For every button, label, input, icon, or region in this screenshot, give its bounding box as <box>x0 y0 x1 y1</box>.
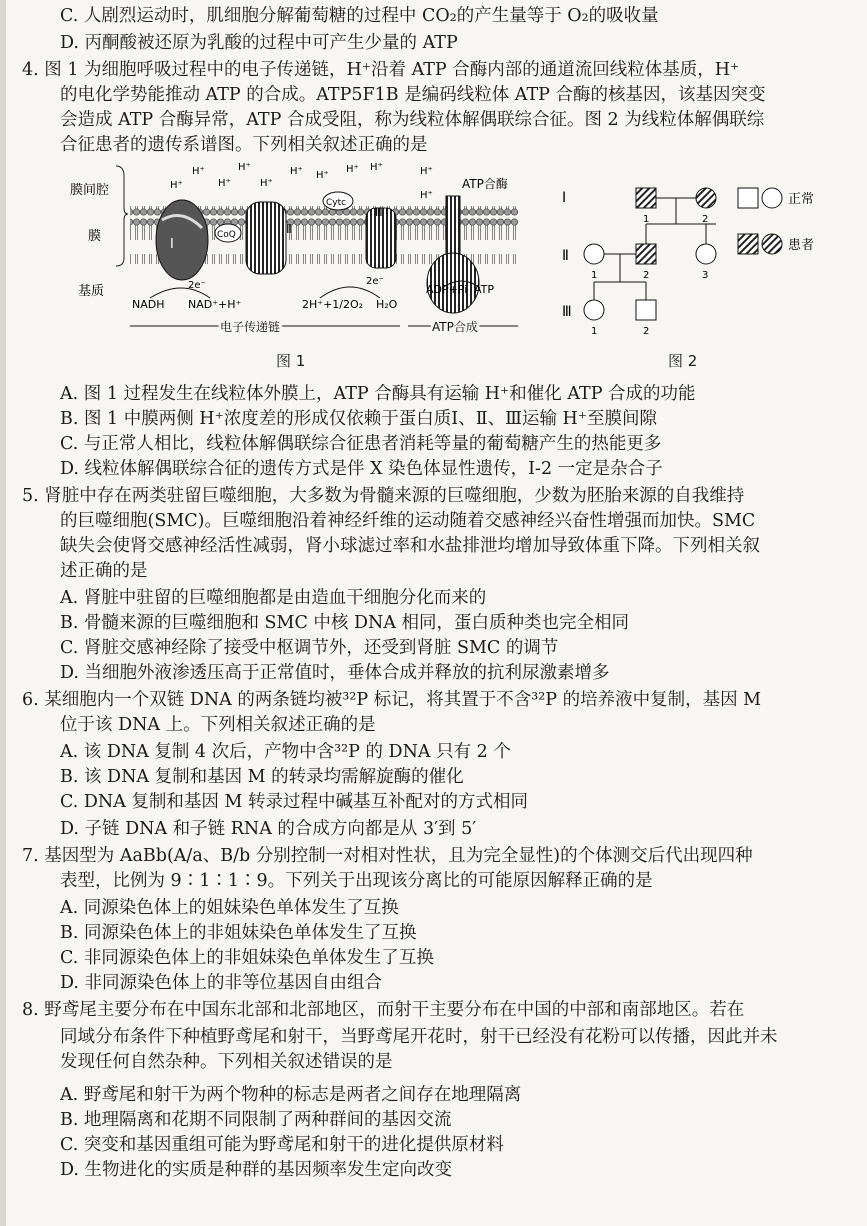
q6-option-b: B. 该 DNA 复制和基因 M 的转录均需解旋酶的催化 <box>60 767 464 787</box>
fig1-atp-synthase-label: ATP合酶 <box>462 177 508 191</box>
fig2-ii2-number: 2 <box>643 270 650 281</box>
fig1-label-intermembrane: 膜间腔 <box>70 183 110 198</box>
fig2-legend-normal-male <box>738 188 758 208</box>
q5-stem-line-1: 5. 肾脏中存在两类驻留巨噬细胞，大多数为骨髓来源的巨噬细胞，少数为胚胎来源的自我维持 <box>22 486 745 506</box>
fig1-h-plus: H⁺ <box>238 162 251 173</box>
fig1-chain-label: 电子传递链 <box>220 320 281 334</box>
q7-stem-line-2: 表型，比例为 9∶1∶1∶9。下列关于出现该分离比的可能原因解释正确的是 <box>60 871 653 891</box>
fig1-complex-1 <box>156 200 208 280</box>
fig1-water-reaction: 2H⁺+1/2O₂ <box>302 298 364 311</box>
q8-option-a: A. 野鸢尾和射干为两个物种的标志是两者之间存在地理隔离 <box>60 1085 522 1105</box>
fig1-atp: ATP <box>474 283 495 296</box>
fig2-legend-normal: 正常 <box>788 192 815 207</box>
fig2-legend-patient: 患者 <box>788 238 815 253</box>
q5-stem-line-4: 述正确的是 <box>60 561 148 581</box>
q8-option-c: C. 突变和基因重组可能为野鸢尾和射干的进化提供原材料 <box>60 1135 504 1155</box>
q3-option-c: C. 人剧烈运动时，肌细胞分解葡萄糖的过程中 CO₂的产生量等于 O₂的吸收量 <box>60 6 659 26</box>
fig1-electron-transport-chain <box>70 158 850 373</box>
q4-option-c: C. 与正常人相比，线粒体解偶联综合征患者消耗等量的葡萄糖产生的热能更多 <box>60 434 662 454</box>
q7-option-d: D. 非同源染色体上的非等位基因自由组合 <box>60 973 383 993</box>
q5-stem-line-3: 缺失会使肾交感神经活性减弱，肾小球滤过率和水盐排泄均增加导致体重下降。下列相关叙 <box>60 536 760 556</box>
fig2-ii1-number: 1 <box>591 270 598 281</box>
fig2-i1-number: 1 <box>643 214 650 225</box>
q5-option-b: B. 骨髓来源的巨噬细胞和 SMC 中核 DNA 相同，蛋白质种类也完全相同 <box>60 613 630 633</box>
fig1-brace <box>116 166 128 266</box>
fig1-water: H₂O <box>376 298 398 311</box>
fig2-i2-affected-female <box>696 188 716 208</box>
fig2-gen-2: Ⅱ <box>562 248 569 264</box>
q6-option-a: A. 该 DNA 复制 4 次后，产物中含³²P 的 DNA 只有 2 个 <box>60 742 511 762</box>
fig1-coq-label: CoQ <box>217 230 236 240</box>
q4-figures <box>70 158 850 373</box>
q8-option-b: B. 地理隔离和花期不同限制了两种群间的基因交流 <box>60 1110 452 1130</box>
q7-option-c: C. 非同源染色体上的非姐妹染色单体发生了互换 <box>60 948 434 968</box>
fig1-electron-2: 2e⁻ <box>366 276 384 287</box>
q7-option-a: A. 同源染色体上的姐妹染色单体发生了互换 <box>60 898 399 918</box>
fig1-label-membrane: 膜 <box>88 229 102 244</box>
fig1-complex-1-label: Ⅰ <box>170 237 174 252</box>
fig1-complex-2 <box>246 202 286 274</box>
fig1-nad: NAD⁺+H⁺ <box>188 298 242 311</box>
fig1-h-plus: H⁺ <box>170 180 183 191</box>
fig1-h-plus: H⁺ <box>420 190 433 201</box>
fig2-i2-number: 2 <box>702 214 709 225</box>
fig1-h-plus: H⁺ <box>316 170 329 181</box>
q5-option-a: A. 肾脏中驻留的巨噬细胞都是由造血干细胞分化而来的 <box>60 588 487 608</box>
q4-option-a: A. 图 1 过程发生在线粒体外膜上，ATP 合酶具有运输 H⁺和催化 ATP 合成的功能 <box>60 384 696 404</box>
q6-option-c: C. DNA 复制和基因 M 转录过程中碱基互补配对的方式相同 <box>60 792 528 812</box>
q6-stem-line-2: 位于该 DNA 上。下列相关叙述正确的是 <box>60 715 376 735</box>
fig1-h-plus: H⁺ <box>370 162 383 173</box>
fig1-h-plus: H⁺ <box>192 166 205 177</box>
fig2-iii1-number: 1 <box>591 326 598 337</box>
q5-option-c: C. 肾脏交感神经除了接受中枢调节外，还受到肾脏 SMC 的调节 <box>60 638 559 658</box>
fig2-legend-normal-female <box>762 188 782 208</box>
fig2-ii2-affected-male <box>636 244 656 264</box>
fig1-adp: ADP+Pi <box>426 283 468 296</box>
fig1-synth-label: ATP合成 <box>432 320 478 334</box>
q5-option-d: D. 当细胞外液渗透压高于正常值时，垂体合成并释放的抗利尿激素增多 <box>60 663 610 683</box>
fig2-caption: 图 2 <box>668 352 698 370</box>
fig2-gen-1: Ⅰ <box>562 190 567 206</box>
q4-option-b: B. 图 1 中膜两侧 H⁺浓度差的形成仅依赖于蛋白质Ⅰ、Ⅱ、Ⅲ运输 H⁺至膜间隙 <box>60 409 658 429</box>
page-left-edge <box>0 0 6 1226</box>
fig1-h-plus: H⁺ <box>420 166 433 177</box>
q4-option-d: D. 线粒体解偶联综合征的遗传方式是伴 X 染色体显性遗传，Ⅰ-2 一定是杂合子 <box>60 459 663 479</box>
fig1-water-arrow <box>320 287 380 298</box>
fig2-ii1-normal-female <box>584 244 604 264</box>
q8-stem-line-3: 发现任何自然杂种。下列相关叙述错误的是 <box>60 1052 393 1072</box>
q8-stem-line-1: 8. 野鸢尾主要分布在中国东北部和北部地区，而射干主要分布在中国的中部和南部地区。若在 <box>22 1000 745 1020</box>
q8-stem-line-2: 同域分布条件下种植野鸢尾和射干，当野鸢尾开花时，射干已经没有花粉可以传播，因此并未 <box>60 1027 778 1047</box>
fig2-ii3-normal-female <box>696 244 716 264</box>
fig1-h-plus: H⁺ <box>346 164 359 175</box>
fig2-legend-affected-male <box>738 234 758 254</box>
fig2-legend-affected-female <box>762 234 782 254</box>
fig1-complex-3-label: Ⅲ <box>375 206 383 219</box>
fig1-h-plus: H⁺ <box>218 178 231 189</box>
fig2-ii3-number: 3 <box>702 270 709 281</box>
q4-stem-line-1: 4. 图 1 为细胞呼吸过程中的电子传递链，H⁺沿着 ATP 合酶内部的通道流回线粒体基质，H⁺ <box>22 60 740 80</box>
q8-option-d: D. 生物进化的实质是种群的基因频率发生定向改变 <box>60 1160 453 1180</box>
fig2-pedigree <box>562 188 814 337</box>
fig1-nadh: NADH <box>132 298 165 311</box>
q7-option-b: B. 同源染色体上的非姐妹染色单体发生了互换 <box>60 923 417 943</box>
q3-option-d: D. 丙酮酸被还原为乳酸的过程中可产生少量的 ATP <box>60 33 458 53</box>
q6-option-d: D. 子链 DNA 和子链 RNA 的合成方向都是从 3′到 5′ <box>60 819 477 839</box>
q4-stem-line-3: 会造成 ATP 合酶异常，ATP 合成受阻，称为线粒体解偶联综合征。图 2 为线粒体解偶联综 <box>60 110 765 130</box>
q4-stem-line-2: 的电化学势能推动 ATP 的合成。ATP5F1B 是编码线粒体 ATP 合酶的核基因，该基因突变 <box>60 85 766 105</box>
fig1-label-matrix: 基质 <box>78 284 105 299</box>
q7-stem-line-1: 7. 基因型为 AaBb(A/a、B/b 分别控制一对相对性状，且为完全显性)的个体测交后代出现四种 <box>22 846 753 866</box>
fig1-electron-1: 2e⁻ <box>188 280 206 291</box>
fig2-iii2-normal-male <box>636 300 656 320</box>
fig2-iii1-normal-female <box>584 300 604 320</box>
q6-stem-line-1: 6. 某细胞内一个双链 DNA 的两条链均被³²P 标记，将其置于不含³²P 的培养液中复制，基因 M <box>22 690 762 710</box>
fig1-complex-2-label: Ⅱ <box>286 222 292 236</box>
fig2-gen-3: Ⅲ <box>562 304 572 320</box>
fig2-i1-affected-male <box>636 188 656 208</box>
q4-stem-line-4: 合征患者的遗传系谱图。下列相关叙述正确的是 <box>60 135 428 155</box>
q5-stem-line-2: 的巨噬细胞(SMC)。巨噬细胞沿着神经纤维的运动随着交感神经兴奋性增强而加快。SMC <box>60 511 756 531</box>
fig1-h-plus: H⁺ <box>260 178 273 189</box>
fig1-caption: 图 1 <box>276 352 306 370</box>
fig1-cytc-label: Cytc <box>326 198 347 208</box>
fig1-h-plus: H⁺ <box>290 166 303 177</box>
fig2-iii2-number: 2 <box>643 326 650 337</box>
